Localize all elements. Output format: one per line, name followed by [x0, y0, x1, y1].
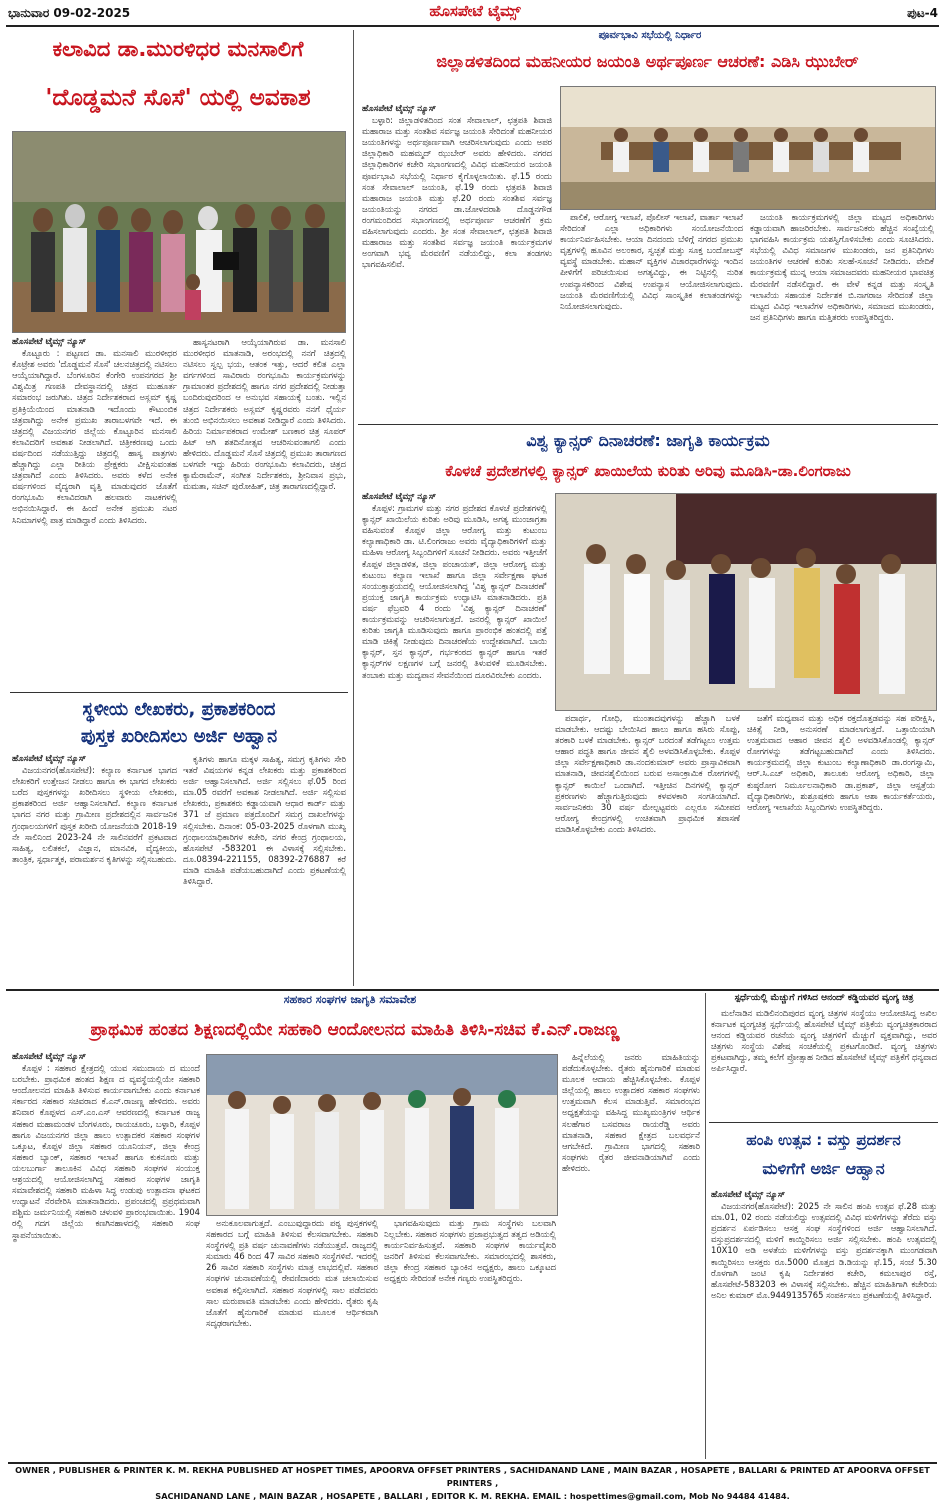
story4-byline: ಹೊಸಪೇಟೆ ಟೈಮ್ಸ್ ನ್ಯೂಸ್	[12, 754, 87, 764]
story5-headline: ಪ್ರಾಥಮಿಕ ಹಂತದ ಶಿಕ್ಷಣದಲ್ಲಿಯೇ ಸಹಕಾರಿ ಆಂದೋಲನದ ಮಾಹಿತಿ ತಿಳಿಸಿ-ಸಚಿವ ಕೆ.ಎನ್.ರಾಜಣ್ಣ	[90, 1020, 620, 1040]
story7-headline-line1: ಹಂಪಿ ಉತ್ಸವ : ವಸ್ತು ಪ್ರದರ್ಶನ	[746, 1131, 901, 1149]
story5-body-col1	[12, 1052, 200, 1458]
story5-cooperative-photo	[206, 1054, 558, 1216]
story4-body-col2	[183, 754, 346, 984]
story2-paragraph-col3: ಜಯಂತಿ ಕಾರ್ಯಕ್ರಮಗಳಲ್ಲಿ ಜಿಲ್ಲಾ ಮಟ್ಟದ ಅಧಿಕಾರಿಗಳು ಕಡ್ಡಾಯವಾಗಿ ಹಾಜರಿರಬೇಕು. ಸಾರ್ವಜನಿಕರು ಹೆಚ್ಚಿನ ಸಂಖ್ಯೆಯಲ್ಲಿ ಭಾಗವಹಿಸಿ ಕಾರ್ಯಕ್ರಮ ಯಶಸ್ವಿಗೊಳಿಸಬೇಕು ಎಂದು ಸೂಚಿಸಿದರು. ಸಭೆಯಲ್ಲಿ ವಿವಿಧ ಸಮಾಜಗಳ ಮುಖಂಡರು, ಜನ ಪ್ರತಿನಿಧಿಗಳು ಜಯಂತಿಗಳ ಆಚರಣೆ ಕುರಿತು ಸಲಹೆ-ಸೂಚನೆ ನೀಡಿದರು. ವೇದಿಕೆ ಕಾರ್ಯಕ್ರಮಕ್ಕೆ ಮುನ್ನ ಆಯಾ ಸಮಾಜದವರು ಮಹನೀಯರ ಭಾವಚಿತ್ರ ಮೆರವಣಿಗೆ ನಡೆಸಲಿದ್ದಾರೆ. ಈ ವೇಳೆ ಕನ್ನಡ ಮತ್ತು ಸಂಸ್ಕೃತಿ ಇಲಾಖೆಯ ಸಹಾಯಕ ನಿರ್ದೇಶಕ ಬಿ.ನಾಗರಾಜ ಸೇರಿದಂತೆ ಜಿಲ್ಲಾ ಮಟ್ಟದ ವಿವಿಧ ಇಲಾಖೆಗಳ ಅಧಿಕಾರಿಗಳು, ಸಮಾಜದ ಮುಖಂಡರು, ಜನ ಪ್ರತಿನಿಧಿಗಳು ಹಾಗೂ ಮತ್ತಿತರರು ಉಪಸ್ಥಿತರಿದ್ದರು.	[750, 212, 934, 322]
story1-byline: ಹೊಸಪೇಟೆ ಟೈಮ್ಸ್ ನ್ಯೂಸ್	[12, 337, 87, 347]
story4-paragraph-col2: ಕೃತಿಗಳು ಹಾಗೂ ಮಕ್ಕಳ ಸಾಹಿತ್ಯ, ಸಮಗ್ರ ಕೃತಿಗಳು ಸೇರಿ ಇತರೆ ವಿಷಯಗಳ ಕನ್ನಡ ಲೇಖಕರು ಮತ್ತು ಪ್ರಕಾಶಕರಿಂದ ಅರ್ಜಿ ಆಹ್ವಾನಿಸಲಾಗಿದೆ. ಅರ್ಜಿ ಸಲ್ಲಿಸಲು ಫೆ.05 ರಿಂದ ಮಾ.05 ರವರೆಗೆ ಅವಕಾಶ ನೀಡಲಾಗಿದೆ. ಅರ್ಜಿ ಸಲ್ಲಿಸುವ ಲೇಖಕರು, ಪ್ರಕಾಶಕರು ಕಡ್ಡಾಯವಾಗಿ ಆಧಾರ ಕಾರ್ಡ್ ಮತ್ತು 371 ಜೆ ಪ್ರಮಾಣ ಪತ್ರದೊಂದಿಗೆ ಸಮಗ್ರ ದಾಖಲೆಗಳನ್ನು ಸಲ್ಲಿಸಬೇಕು. ದಿನಾಂಕ: 05-03-2025 ರೊಳಗಾಗಿ ಮುಖ್ಯ ಗ್ರಂಥಾಲಯಾಧಿಕಾರಿಗಳ ಕಚೇರಿ, ನಗರ ಕೇಂದ್ರ ಗ್ರಂಥಾಲಯ, ಹೊಸಪೇಟೆ -583201 ಈ ವಿಳಾಸಕ್ಕೆ ಸಲ್ಲಿಸಬೇಕು. ದೂ.08394-221155, 08392-276887 ಕರೆ ಮಾಡಿ ಮಾಹಿತಿ ಪಡೆಯಬಹುದಾಗಿದೆ ಎಂದು ಪ್ರಕಟಣೆಯಲ್ಲಿ ತಿಳಿಸಿದ್ದಾರೆ.	[183, 754, 346, 887]
story6-headline: ಸ್ಪರ್ಧೆಯಲ್ಲಿ ಮೆಚ್ಚುಗೆ ಗಳಿಸಿದ ಆನಂದ್ ಕಡ್ಡಿಯವರ ವ್ಯಂಗ್ಯ ಚಿತ್ರ	[734, 993, 914, 1003]
story5-byline: ಹೊಸಪೇಟೆ ಟೈಮ್ಸ್ ನ್ಯೂಸ್	[12, 1052, 87, 1062]
story7-byline: ಹೊಸಪೇಟೆ ಟೈಮ್ಸ್ ನ್ಯೂಸ್	[711, 1190, 786, 1200]
story1-body-col1	[12, 337, 177, 689]
story5-body-col2	[206, 1218, 378, 1458]
story5-paragraph-col3: ಭಾಗವಹಿಸುವುದು ಮತ್ತು ಗ್ರಾಮ ಸಂಸ್ಥೆಗಳು ಬಲವಾಗಿ ನಿಲ್ಲಬೇಕು. ಸಹಕಾರ ಸಂಘಗಳು ಪ್ರಜಾಪ್ರಭುತ್ವದ ತತ್ವದ ಅಡಿಯಲ್ಲಿ ಕಾರ್ಯನಿರ್ವಹಿಸುತ್ತವೆ. ಸಹಕಾರಿ ಸಂಘಗಳ ಕಾರ್ಯವೈಖರಿ ಜನರಿಗೆ ತಿಳಿಸುವ ಕೆಲಸವಾಗಬೇಕು. ಸಮಾರಂಭದಲ್ಲಿ ಶಾಸಕರು, ಜಿಲ್ಲಾ ಕೇಂದ್ರ ಸಹಕಾರ ಬ್ಯಾಂಕಿನ ಅಧ್ಯಕ್ಷರು, ಹಾಲು ಒಕ್ಕೂಟದ ಅಧ್ಯಕ್ಷರು ಸೇರಿದಂತೆ ಅನೇಕ ಗಣ್ಯರು ಉಪಸ್ಥಿತರಿದ್ದರು.	[384, 1218, 556, 1284]
story6-body	[711, 1008, 937, 1120]
story2-byline: ಹೊಸಪೇಟೆ ಟೈಮ್ಸ್ ನ್ಯೂಸ್	[362, 104, 437, 114]
masthead-title: ಹೊಸಪೇಟೆ ಟೈಮ್ಸ್	[429, 2, 521, 20]
story3-body-col1	[362, 492, 547, 986]
story6-paragraph: ಮಲೆನಾಡಿನ ಮಡಿಲಿನಂದಿಪುರದ ವ್ಯಂಗ್ಯ ಚಿತ್ರಗಳ ಸಂಸ್ಥೆಯು ಆಯೋಜಿಸಿದ್ದ ಅಖಿಲ ಕರ್ನಾಟಕ ವ್ಯಂಗ್ಯಚಿತ್ರ ಸ್ಪರ್ಧೆಯಲ್ಲಿ ಹೊಸಪೇಟೆ ಟೈಮ್ಸ್ ಪತ್ರಿಕೆಯ ವ್ಯಂಗ್ಯಚಿತ್ರಕಾರರಾದ ಆನಂದ ಕಡ್ಡಿಯವರ ರಚನೆಯ ವ್ಯಂಗ್ಯ ಚಿತ್ರಗಳಿಗೆ ಮೆಚ್ಚುಗೆ ವ್ಯಕ್ತವಾಗಿದ್ದು, ಅವರ ಚಿತ್ರಗಳು ಸಂಸ್ಥೆಯ ವಿಶೇಷ ಸಂಚಿಕೆಯಲ್ಲಿ ಪ್ರಕಟಗೊಂಡಿವೆ. ವ್ಯಂಗ್ಯ ಚಿತ್ರಗಳು ಪ್ರಕಟವಾಗಿದ್ದು, ತಮ್ಮ ಕಲೆಗೆ ಪ್ರೋತ್ಸಾಹ ನೀಡಿದ ಹೊಸಪೇಟೆ ಟೈಮ್ಸ್ ಪತ್ರಿಕೆಗೆ ಧನ್ಯವಾದ ಅರ್ಪಿಸಿದ್ದಾರೆ.	[711, 1008, 937, 1074]
story5-kicker: ಸಹಕಾರ ಸಂಘಗಳ ಜಾಗೃತಿ ಸಮಾವೇಶ	[283, 993, 417, 1006]
story5-paragraph-col4: ಹಿನ್ನೆಲೆಯಲ್ಲಿ ಜನರು ಮಾಹಿತಿಯನ್ನು ಪಡೆದುಕೊಳ್ಳಬೇಕು. ರೈತರು ಹೈನುಗಾರಿಕೆ ಮಾಡುವ ಮೂಲಕ ಆದಾಯ ಹೆಚ್ಚಿಸಿಕೊಳ್ಳಬೇಕು. ಕೊಪ್ಪಳ ಜಿಲ್ಲೆಯಲ್ಲಿ ಹಾಲು ಉತ್ಪಾದಕರ ಸಹಕಾರ ಸಂಘಗಳು ಉತ್ತಮವಾಗಿ ಕೆಲಸ ಮಾಡುತ್ತಿವೆ. ಸಮಾರಂಭದ ಅಧ್ಯಕ್ಷತೆಯನ್ನು ವಹಿಸಿದ್ದ ಮುಖ್ಯಮಂತ್ರಿಗಳ ಆರ್ಥಿಕ ಸಲಹೆಗಾರ ಬಸವರಾಜ ರಾಯರೆಡ್ಡಿ ಅವರು ಮಾತನಾಡಿ, ಸಹಕಾರ ಕ್ಷೇತ್ರದ ಬಲವರ್ಧನೆ ಆಗಬೇಕಿದೆ. ಗ್ರಾಮೀಣ ಭಾಗದಲ್ಲಿ ಸಹಕಾರಿ ಸಂಘಗಳು ರೈತರ ಜೀವನಾಡಿಯಾಗಿವೆ ಎಂದು ಹೇಳಿದರು.	[562, 1052, 700, 1173]
issue-date: ಭಾನುವಾರ 09-02-2025	[8, 6, 131, 20]
story3-body-col3	[747, 713, 935, 986]
story3-paragraph-col1: ಕೊಪ್ಪಳ: ಗ್ರಾಮಗಳ ಮತ್ತು ನಗರ ಪ್ರದೇಶದ ಕೊಳಚೆ ಪ್ರದೇಶಗಳಲ್ಲಿ ಕ್ಯಾನ್ಸರ್ ಖಾಯಿಲೆಯ ಕುರಿತು ಅರಿವು ಮೂಡಿಸಿ, ಅಗತ್ಯ ಮುಂಜಾಗ್ರತಾ ವಹಿಸುವಂತೆ ಕೊಪ್ಪಳ ಜಿಲ್ಲಾ ಆರೋಗ್ಯ ಮತ್ತು ಕುಟುಂಬ ಕಲ್ಯಾಣಾಧಿಕಾರಿ ಡಾ. ಟಿ.ಲಿಂಗರಾಜು ಅವರು ವೈದ್ಯಾಧಿಕಾರಿಗಳಿಗೆ ಮತ್ತು ಮಹಿಳಾ ಆರೋಗ್ಯ ಸಿಬ್ಬಂದಿಗಳಿಗೆ ಸೂಚನೆ ನೀಡಿದರು. ಅವರು ಇತ್ತೀಚೆಗೆ ಕೊಪ್ಪಳ ಜಿಲ್ಲಾಡಳಿತ, ಜಿಲ್ಲಾ ಪಂಚಾಯತ್, ಜಿಲ್ಲಾ ಆರೋಗ್ಯ ಮತ್ತು ಕುಟುಂಬ ಕಲ್ಯಾಣ ಇಲಾಖೆ ಹಾಗೂ ಜಿಲ್ಲಾ ಸರ್ವೇಕ್ಷಣಾ ಘಟಕ ಸಂಯುಕ್ತಾಶ್ರಯದಲ್ಲಿ ಆಯೋಜಿಸಲಾಗಿದ್ದ 'ವಿಶ್ವ ಕ್ಯಾನ್ಸರ್ ದಿನಾಚರಣೆ' ಪ್ರಯುಕ್ತ ಜಾಗೃತಿ ಕಾರ್ಯಕ್ರಮ ಉದ್ಘಾಟಿಸಿ ಮಾತನಾಡಿದರು. ಪ್ರತಿ ವರ್ಷ ಫೆಬ್ರವರಿ 4 ರಂದು 'ವಿಶ್ವ ಕ್ಯಾನ್ಸರ್ ದಿನಾಚರಣೆ' ಕಾರ್ಯಕ್ರಮವನ್ನು ಆಚರಿಸಲಾಗುತ್ತದೆ. ಜನರಲ್ಲಿ ಕ್ಯಾನ್ಸರ್ ಖಾಯಿಲೆ ಕುರಿತು ಜಾಗೃತಿ ಮೂಡಿಸುವುದು ಹಾಗೂ ಪ್ರಾರಂಭಿಕ ಹಂತದಲ್ಲಿ ಪತ್ತೆ ಮಾಡಿ ಚಿಕಿತ್ಸೆ ನೀಡುವುದು ದಿನಾಚರಣೆಯ ಉದ್ದೇಶವಾಗಿದೆ. ಬಾಯಿ ಕ್ಯಾನ್ಸರ್, ಸ್ತನ ಕ್ಯಾನ್ಸರ್, ಗರ್ಭಕಂಠದ ಕ್ಯಾನ್ಸರ್ ಹಾಗೂ ಇತರೆ ಕ್ಯಾನ್ಸರ್‌ಗಳ ಲಕ್ಷಣಗಳ ಬಗ್ಗೆ ಜನರಲ್ಲಿ ತಿಳುವಳಿಕೆ ಮೂಡಿಸಬೇಕು. ತಂಬಾಕು ಮತ್ತು ಮದ್ಯಪಾನ ಸೇವನೆಯಿಂದ ದೂರವಿರಬೇಕು ಎಂದರು.	[362, 503, 547, 680]
story4-paragraph-col1: ವಿಜಯನಗರ(ಹೊಸಪೇಟೆ): ಕಲ್ಯಾಣ ಕರ್ನಾಟಕ ಭಾಗದ ಲೇಖಕರಿಗೆ ಉತ್ತೇಜನ ನೀಡಲು ಹಾಗೂ ಈ ಭಾಗದ ಲೇಖಕರು ಬರೆದ ಪುಸ್ತಕಗಳನ್ನು ಖರೀದಿಸಲು ಸ್ಥಳೀಯ ಲೇಖಕರು, ಪ್ರಕಾಶಕರಿಂದ ಅರ್ಜಿ ಆಹ್ವಾನಿಸಲಾಗಿದೆ. ಕಲ್ಯಾಣ ಕರ್ನಾಟಕ ಭಾಗದ ನಗರ ಮತ್ತು ಗ್ರಾಮೀಣ ಪ್ರದೇಶದಲ್ಲಿನ ಸಾರ್ವಜನಿಕ ಗ್ರಂಥಾಲಯಗಳಿಗೆ ಪುಸ್ತಕ ಖರೀದಿ ಯೋಜನೆಯಡಿ 2018-19 ನೇ ಸಾಲಿನಿಂದ 2023-24 ನೇ ಸಾಲಿನವರೆಗೆ ಪ್ರಕಟವಾದ ಸಾಹಿತ್ಯ, ಲಲಿತಕಲೆ, ವಿಜ್ಞಾನ, ಮಾನವಿಕ, ವೈದ್ಯಕೀಯ, ತಾಂತ್ರಿಕ, ಸ್ಪರ್ಧಾತ್ಮಕ, ಪರಾಮರ್ಶನ ಕೃತಿಗಳನ್ನು ಸಲ್ಲಿಸಬಹುದು.	[12, 765, 177, 864]
meeting-photo-illustration	[561, 87, 935, 209]
story5-paragraph-col1: ಕೊಪ್ಪಳ : ಸಹಕಾರ ಕ್ಷೇತ್ರದಲ್ಲಿ ಯುವ ಸಮುದಾಯ ದ ಮುಂದೆ ಬರಬೇಕು. ಪ್ರಾಥಮಿಕ ಹಂತದ ಶಿಕ್ಷಣ ದ ವ್ಯವಸ್ಥೆಯಲ್ಲಿಯೇ ಸಹಕಾರಿ ಆಂದೋಲನದ ಮಾಹಿತಿ ತಿಳಿಸುವ ಕಾರ್ಯವಾಗಬೇಕು ಎಂದು ಕರ್ನಾಟಕ ಸರ್ಕಾರದ ಸಹಕಾರ ಸಚಿವರಾದ ಕೆ.ಎನ್.ರಾಜಣ್ಣ ಹೇಳಿದರು. ಅವರು ಶನಿವಾರ ಕೊಪ್ಪಳದ ಎಸ್.ಎಂ.ಎಸ್ ಆವರಣದಲ್ಲಿ ಕರ್ನಾಟಕ ರಾಜ್ಯ ಸಹಕಾರ ಮಹಾಮಂಡಳ ಬೆಂಗಳೂರು, ರಾಯಚೂರು, ಬಳ್ಳಾರಿ, ಕೊಪ್ಪಳ ಹಾಗೂ ವಿಜಯನಗರ ಜಿಲ್ಲಾ ಹಾಲು ಉತ್ಪಾದಕರ ಸಹಕಾರ ಸಂಘಗಳ ಒಕ್ಕೂಟ, ಕೊಪ್ಪಳ ಜಿಲ್ಲಾ ಸಹಕಾರ ಯೂನಿಯನ್, ಜಿಲ್ಲಾ ಕೇಂದ್ರ ಸಹಕಾರ ಬ್ಯಾಂಕ್, ಸಹಕಾರ ಇಲಾಖೆ ಹಾಗೂ ಕುಕನೂರು ಮತ್ತು ಯಲಬುರ್ಗಾ ತಾಲೂಕಿನ ವಿವಿಧ ಸಹಕಾರಿ ಸಂಘಗಳ ಸಂಯುಕ್ತ ಆಶ್ರಯದಲ್ಲಿ ಆಯೋಜಿಸಲಾಗಿದ್ದ ಸಹಕಾರ ಸಂಘಗಳ ಜಾಗೃತಿ ಸಮಾವೇಶದಲ್ಲಿ ಸಹಕಾರಿ ಮಹಿಳಾ ಸಿದ್ಧ ಉಡುಪು ಉತ್ಪಾದನಾ ಘಟಕದ ಉದ್ಘಾಟನೆ ನೆರವೇರಿಸಿ ಮಾತನಾಡಿದರು. ಪ್ರಪಂಚದಲ್ಲಿ ಪ್ರಪ್ರಥಮವಾಗಿ ಪಶ್ಚಿಮ ಜರ್ಮನಿಯಲ್ಲಿ ಸಹಕಾರಿ ಚಳುವಳಿ ಪ್ರಾರಂಭವಾಯಿತು. 1904 ರಲ್ಲಿ ಗದಗ ಜಿಲ್ಲೆಯ ಕಣಗಿನಹಾಳದಲ್ಲಿ ಸಹಕಾರಿ ಸಂಘ ಸ್ಥಾಪನೆಯಾಯಿತು.	[12, 1063, 200, 1240]
story1-headline-line2: 'ದೊಡ್ಡಮನೆ ಸೊಸೆ' ಯಲ್ಲಿ ಅವಕಾಶ	[45, 85, 311, 111]
story3-body-col2	[555, 713, 740, 986]
story5-paragraph-col2: ಅನುಕೂಲವಾಗುತ್ತದೆ. ಎಂಬುವುದ್ದಾರದು ಪಠ್ಯ ಪುಸ್ತಕಗಳಲ್ಲಿ ಸಹಕಾರದ ಬಗ್ಗೆ ಮಾಹಿತಿ ತಿಳಿಸುವ ಕೆಲಸವಾಗಬೇಕು. ಸಹಕಾರಿ ಸಂಸ್ಥೆಗಳಲ್ಲಿ ಪ್ರತಿ ವರ್ಷ ಚುನಾವಣೆಗಳು ನಡೆಯುತ್ತವೆ. ರಾಜ್ಯದಲ್ಲಿ ಸುಮಾರು 46 ರಿಂದ 47 ಸಾವಿರ ಸಹಕಾರಿ ಸಂಸ್ಥೆಗಳಿವೆ. ಇದರಲ್ಲಿ 26 ಸಾವಿರ ಸಹಕಾರಿ ಸಂಸ್ಥೆಗಳು ಮಾತ್ರ ಲಾಭದಲ್ಲಿವೆ. ಸಹಕಾರ ಸಂಘಗಳ ಚುನಾವಣೆಯಲ್ಲಿ ಠೇವಣಿದಾರರು ಮತ ಚಲಾಯಿಸುವ ಅವಕಾಶ ಕಲ್ಪಿಸಲಾಗಿದೆ. ಸಹಕಾರ ಸಂಘಗಳಲ್ಲಿ ಸಾಲ ಪಡೆದವರು ಸಾಲ ಮರುಪಾವತಿ ಮಾಡಬೇಕು ಎಂದು ಹೇಳಿದರು. ರೈತರು ಕೃಷಿ ಜೊತೆಗೆ ಹೈನುಗಾರಿಕೆ ಮಾಡುವ ಮೂಲಕ ಆರ್ಥಿಕವಾಗಿ ಸದೃಢರಾಗಬೇಕು.	[206, 1218, 378, 1328]
page-number: ಪುಟ-4	[907, 6, 938, 20]
imprint-footer	[8, 1462, 937, 1501]
cancer-day-photo-illustration	[556, 494, 936, 710]
imprint-line-2: SACHIDANAND LANE , MAIN BAZAR , HOSAPETE , BALLARI , EDITOR K. M. REKHA. EMAIL : hospettimes@gmail.com, Mob No 94484 41484.	[155, 1491, 790, 1501]
story2-headline: ಜಿಲ್ಲಾಡಳಿತದಿಂದ ಮಹನೀಯರ ಜಯಂತಿ ಅರ್ಥಪೂರ್ಣ ಆಚರಣೆ: ಎಡಿಸಿ ಝುಬೇರ್	[436, 52, 859, 71]
story2-meeting-photo	[560, 86, 936, 210]
story2-kicker: ಪೂರ್ವಭಾವಿ ಸಭೆಯಲ್ಲಿ ನಿರ್ಧಾರ	[598, 30, 702, 41]
story1-paragraph-col2: ಹಾಸ್ಯನಟರಾಗಿ ಆಯ್ಕೆಯಾಗಿರುವ ಡಾ. ಮನಸಾಲಿ ಮುರಳೀಧರ ಮಾತನಾಡಿ, ಅರಂಭದಲ್ಲಿ ನನಗೆ ಚಿತ್ರದಲ್ಲಿ ನಟಿಸಲು ಸ್ವಲ್ಪ ಭಯ, ಆತಂಕ ಇತ್ತು, ಆದರೆ ಕಲಿತ ಎಲ್ಲಾ ವರ್ಗಗಳಿಂದ ಸಾವಿರಾರು ರಂಗಭೂಮಿ ಕಾರ್ಯಕ್ರಮಗಳನ್ನು ಗ್ರಾಮಾಂತರ ಪ್ರದೇಶದಲ್ಲಿ ಹಾಗೂ ನಗರ ಪ್ರದೇಶದಲ್ಲಿ ನೀಡುತ್ತಾ ಬಂದಿರುವುದರಿಂದ ಆ ಅನುಭವ ಸಹಾಯಕ್ಕೆ ಬಂತು. ಇಲ್ಲಿನ ಚಿತ್ರದ ನಿರ್ದೇಶಕರು ಅಸ್ಲಮ್ ಕೃಷ್ಣರವರು ನನಗೆ ಧೈರ್ಯ ತುಂಬಿ ಅಭಿನಯಿಸಲು ಅವಕಾಶ ನೀಡಿದ್ದಾರೆ ಎಂದು ತಿಳಿಸಿದರು. ಹಿರಿಯ ನಿರ್ಮಾಪಕರಾದ ಉಮೇಶ್ ಬಣಕಾರ ಚಿತ್ರ ಸೂಪರ್ ಹಿಟ್ ಆಗಿ ಶತದಿನೋತ್ಸವ ಆಚರಿಸುವಂತಾಗಲಿ ಎಂದು ಹೇಳಿದರು. ದೊಡ್ಡಮನೆ ಸೊಸೆ ಚಿತ್ರದಲ್ಲಿ ಪ್ರಮುಖ ತಾರಾಗಣದ ಬಳಗವೇ ಇದ್ದು ಹಿರಿಯ ರಂಗಭೂಮಿ ಕಲಾವಿದರು, ಚಿತ್ರದ ಕ್ಯಾಮೆರಾಮೆನ್, ಸಂಗೀತ ನಿರ್ದೇಶಕರು, ಶ್ರೀನಿವಾಸ ಪ್ರಭು, ಮಮತಾ, ಸಚಿನ್ ಪುರೋಹಿತ್, ಚಿತ್ರ ತಾರಾಗಣದಲ್ಲಿದ್ದಾರೆ.	[183, 337, 346, 492]
story4-body-col1	[12, 754, 177, 984]
story2-paragraph-col1: ಬಳ್ಳಾರಿ: ಜಿಲ್ಲಾಡಳಿತದಿಂದ ಸಂತ ಸೇವಾಲಾಲ್, ಛತ್ರಪತಿ ಶಿವಾಜಿ ಮಹಾರಾಜ ಮತ್ತು ಸಂತಶಿವ ಸರ್ವಜ್ಞ ಜಯಂತಿ ಸೇರಿದಂತೆ ಮಹನೀಯರ ಜಯಂತಿಗಳನ್ನು ಅರ್ಥಪೂರ್ಣವಾಗಿ ಆಚರಿಸಲಾಗುವುದು ಎಂದು ಅಪರ ಜಿಲ್ಲಾಧಿಕಾರಿ ಮಹಮ್ಮದ್ ಝುಬೇರ್ ಅವರು ಹೇಳಿದರು. ನಗರದ ಜಿಲ್ಲಾಧಿಕಾರಿಗಳ ಕಚೇರಿ ಸಭಾಂಗಣದಲ್ಲಿ ವಿವಿಧ ಮಹನೀಯರ ಜಯಂತಿ ಪೂರ್ವಭಾವಿ ಸಭೆಯಲ್ಲಿ ನಿರ್ಧಾರ ಕೈಗೊಳ್ಳಲಾಯಿತು. ಫೆ.15 ರಂದು ಸಂತ ಸೇವಾಲಾಲ್ ಜಯಂತಿ, ಫೆ.19 ರಂದು ಛತ್ರಪತಿ ಶಿವಾಜಿ ಮಹಾರಾಜ ಜಯಂತಿ ಮತ್ತು ಫೆ.20 ರಂದು ಸಂತಶಿವ ಸರ್ವಜ್ಞ ಜಯಂತಿಯನ್ನು ನಗರದ ಡಾ.ಜೋಳದರಾಶಿ ದೊಡ್ಡನಗೌಡ ರಂಗಮಂದಿರದ ಸಭಾಂಗಣದಲ್ಲಿ ಅರ್ಥಪೂರ್ಣ ಆಚರಣೆಗೆ ಕ್ರಮ ವಹಿಸಲಾಗುವುದು ಎಂದರು. ಶ್ರೀ ಸಂತ ಸೇವಾಲಾಲ್, ಛತ್ರಪತಿ ಶಿವಾಜಿ ಮಹಾರಾಜ ಮತ್ತು ಸಂತಶಿವ ಸರ್ವಜ್ಞ ಜಯಂತಿ ಕಾರ್ಯಕ್ರಮಗಳ ಅಂಗವಾಗಿ ಭವ್ಯ ಮೆರವಣಿಗೆ ನಡೆಯಲಿದ್ದು, ಕಲಾ ತಂಡಗಳು ಭಾಗವಹಿಸಲಿವೆ.	[362, 115, 552, 270]
story3-paragraph-col2: ಪದಾರ್ಥ, ಗೋಧಿ, ಮುಂತಾದವುಗಳನ್ನು ಹೆಚ್ಚಾಗಿ ಬಳಕೆ ಮಾಡಬೇಕು. ಆದಷ್ಟು ಬೇಯಿಸಿದ ಹಾಲು ಹಾಗೂ ಹಸಿರು ಸೊಪ್ಪು, ತರಕಾರಿ ಬಳಕೆ ಮಾಡಬೇಕು. ಕ್ಯಾನ್ಸರ್ ಬರದಂತೆ ತಡೆಗಟ್ಟಲು ಉತ್ತಮ ಆಹಾರ ಪದ್ಧತಿ ಹಾಗೂ ಜೀವನ ಶೈಲಿ ಅಳವಡಿಸಿಕೊಳ್ಳಬೇಕು. ಕೊಪ್ಪಳ ಜಿಲ್ಲಾ ಸರ್ವೇಕ್ಷಣಾಧಿಕಾರಿ ಡಾ.ನಂದಕುಮಾರ್ ಅವರು ಪ್ರಾಸ್ತಾವಿಕವಾಗಿ ಮಾತನಾಡಿ, ಜೀವನಶೈಲಿಯಿಂದ ಬರುವ ಅಸಾಂಕ್ರಾಮಿಕ ರೋಗಗಳಲ್ಲಿ ಕ್ಯಾನ್ಸರ್ ಕಾಯಿಲೆ ಒಂದಾಗಿದೆ. ಇತ್ತೀಚಿನ ದಿನಗಳಲ್ಲಿ ಕ್ಯಾನ್ಸರ್ ಪ್ರಕರಣಗಳು ಹೆಚ್ಚಾಗುತ್ತಿರುವುದು ಕಳವಳಕಾರಿ ಸಂಗತಿಯಾಗಿದೆ. ಸಾರ್ವಜನಿಕರು 30 ವರ್ಷ ಮೇಲ್ಪಟ್ಟವರು ಎಲ್ಲರೂ ಸಮೀಪದ ಆರೋಗ್ಯ ಕೇಂದ್ರಗಳಲ್ಲಿ ಉಚಿತವಾಗಿ ಪ್ರಾಥಮಿಕ ತಪಾಸಣೆ ಮಾಡಿಸಿಕೊಳ್ಳಬೇಕು ಎಂದು ತಿಳಿಸಿದರು.	[555, 713, 740, 834]
story3-headline-line1: ವಿಶ್ವ ಕ್ಯಾನ್ಸರ್ ದಿನಾಚರಣೆ: ಜಾಗೃತಿ ಕಾರ್ಯಕ್ರಮ	[526, 431, 770, 450]
story4-headline-line2: ಪುಸ್ತಕ ಖರೀದಿಸಲು ಅರ್ಜಿ ಅಹ್ವಾನ	[80, 726, 278, 747]
story1-film-launch-photo	[12, 131, 346, 333]
story1-body-col2	[183, 337, 346, 689]
cooperative-photo-illustration	[207, 1055, 557, 1215]
film-launch-photo-illustration	[13, 132, 345, 332]
story7-headline-line2: ಮಳಿಗೆಗೆ ಅರ್ಜಿ ಆಹ್ವಾನ	[762, 1159, 885, 1178]
story3-headline-line2: ಕೊಳಚೆ ಪ್ರದೇಶಗಳಲ್ಲಿ ಕ್ಯಾನ್ಸರ್ ಖಾಯಿಲೆಯ ಕುರಿತು ಅರಿವು ಮೂಡಿಸಿ-ಡಾ.ಲಿಂಗರಾಜು	[445, 462, 851, 480]
story5-body-col3	[384, 1218, 556, 1458]
story2-paragraph-col2: ಪಾಲಿಕೆ, ಆರೋಗ್ಯ ಇಲಾಖೆ, ಪೊಲೀಸ್ ಇಲಾಖೆ, ವಾರ್ತಾ ಇಲಾಖೆ ಸೇರಿದಂತೆ ಎಲ್ಲಾ ಅಧಿಕಾರಿಗಳು ಸಂಯೋಜನೆಯಿಂದ ಕಾರ್ಯನಿರ್ವಹಿಸಬೇಕು. ಆಯಾ ದಿನದಂದು ಬೆಳಿಗ್ಗೆ ನಗರದ ಪ್ರಮುಖ ವೃತ್ತಗಳಲ್ಲಿ ಹೂವಿನ ಅಲಂಕಾರ, ಸ್ವಚ್ಛತೆ ಮತ್ತು ಸೂಕ್ತ ಬಂದೋಬಸ್ತ್ ವ್ಯವಸ್ಥೆ ಮಾಡಬೇಕು. ಮಹಾನ್ ವ್ಯಕ್ತಿಗಳ ವಿಚಾರಧಾರೆಗಳನ್ನು ಇಂದಿನ ಪೀಳಿಗೆಗೆ ಪರಿಚಯಿಸುವ ಅಗತ್ಯವಿದ್ದು, ಈ ನಿಟ್ಟಿನಲ್ಲಿ ನುರಿತ ಉಪನ್ಯಾಸಕರಿಂದ ವಿಶೇಷ ಉಪನ್ಯಾಸ ಆಯೋಜಿಸಲಾಗುವುದು. ಜಯಂತಿ ಮೆರವಣಿಗೆಯಲ್ಲಿ ವಿವಿಧ ಸಾಂಸ್ಕೃತಿಕ ಕಲಾತಂಡಗಳನ್ನು ನಿಯೋಜಿಸಲಾಗುವುದು.	[560, 212, 743, 311]
story3-byline: ಹೊಸಪೇಟೆ ಟೈಮ್ಸ್ ನ್ಯೂಸ್	[362, 492, 437, 502]
story3-paragraph-col3: ಜತೆಗೆ ಮಧ್ಯಪಾನ ಮತ್ತು ಅಧಿಕ ರಕ್ತದೊತ್ತಡವನ್ನು ಸಹ ಪರೀಕ್ಷಿಸಿ, ಚಿಕಿತ್ಸೆ ನೀಡಿ, ಅನುಸರಣೆ ಮಾಡಲಾಗುತ್ತದೆ. ಒತ್ತಾಯಿಯಾಗಿ ಉತ್ತಮವಾದ ಆಹಾರ ಜೀವನ ಶೈಲಿ ಅಳವಡಿಸಿಕೊಂಡಲ್ಲಿ ಕ್ಯಾನ್ಸರ್ ರೋಗಗಳನ್ನು ತಡೆಗಟ್ಟಬಹುದಾಗಿದೆ ಎಂದು ತಿಳಿಸಿದರು. ಕಾರ್ಯಕ್ರಮದಲ್ಲಿ ಜಿಲ್ಲಾ ಕುಟುಂಬ ಕಲ್ಯಾಣಾಧಿಕಾರಿ ಡಾ.ರಂಗಸ್ವಾಮಿ, ಆರ್.ಸಿ.ಎಚ್ ಅಧಿಕಾರಿ, ತಾಲೂಕು ಆರೋಗ್ಯ ಅಧಿಕಾರಿ, ಜಿಲ್ಲಾ ಕುಷ್ಠರೋಗ ನಿರ್ಮೂಲನಾಧಿಕಾರಿ ಡಾ.ಪ್ರಕಾಶ್, ಜಿಲ್ಲಾ ಆಸ್ಪತ್ರೆಯ ವೈದ್ಯಾಧಿಕಾರಿಗಳು, ಶುಶ್ರೂಷಕರು ಹಾಗೂ ಆಶಾ ಕಾರ್ಯಕರ್ತೆಯರು, ಆರೋಗ್ಯ ಇಲಾಖೆಯ ಸಿಬ್ಬಂದಿಗಳು ಉಪಸ್ಥಿತರಿದ್ದರು.	[747, 713, 935, 812]
story4-headline-line1: ಸ್ಥಳೀಯ ಲೇಖಕರು, ಪ್ರಕಾಶಕರಿಂದ	[82, 699, 276, 720]
story7-body	[711, 1190, 937, 1458]
story7-paragraph: ವಿಜಯನಗರ(ಹೊಸಪೇಟೆ): 2025 ನೇ ಸಾಲಿನ ಹಂಪಿ ಉತ್ಸವ ಫೆ.28 ಮತ್ತು ಮಾ.01, 02 ರಂದು ನಡೆಯಲಿದ್ದು ಉತ್ಸವದಲ್ಲಿ ವಿವಿಧ ಮಳಿಗೆಗಳನ್ನು ತೆರೆದು ವಸ್ತು ಪ್ರದರ್ಶನ ಏರ್ಪಡಿಸಲು ಆಸಕ್ತ ಸಂಘ ಸಂಸ್ಥೆಗಳಿಂದ ಅರ್ಜಿ ಆಹ್ವಾನಿಸಲಾಗಿದೆ. ವಸ್ತುಪ್ರದರ್ಶನದಲ್ಲಿ ಮಳಿಗೆ ಕಾಯ್ದಿರಿಸಲು ಅರ್ಜಿ ಸಲ್ಲಿಸಬೇಕು. ಹಂಪಿ ಉತ್ಸವದಲ್ಲಿ 10X10 ಅಡಿ ಅಳತೆಯ ಮಳಿಗೆಗಳನ್ನು ವಸ್ತು ಪ್ರದರ್ಶನಕ್ಕಾಗಿ ಮುಂಗಡವಾಗಿ ಕಾಯ್ದಿರಿಸಲು ಆಸಕ್ತರು ರೂ.5000 ಮೊತ್ತದ ಡಿ.ಡಿಯನ್ನು ಫೆ.15, ಸಂಜೆ 5.30 ರೊಳಗಾಗಿ ಜಂಟಿ ಕೃಷಿ ನಿರ್ದೇಶಕರ ಕಚೇರಿ, ಕಮಲಾಪುರ ರಸ್ತೆ, ಹೊಸಪೇಟೆ-583203 ಈ ವಿಳಾಸಕ್ಕೆ ಸಲ್ಲಿಸಬೇಕು. ಹೆಚ್ಚಿನ ಮಾಹಿತಿಗಾಗಿ ಕಚೇರಿಯ ಅನಿಲ ಕುಮಾರ್ ಮೊ.9449135765 ಸಂಪರ್ಕಿಸಲು ಪ್ರಕಟಣೆಯಲ್ಲಿ ತಿಳಿಸಿದ್ದಾರೆ.	[711, 1201, 937, 1300]
story1-headline-line1: ಕಲಾವಿದ ಡಾ.ಮುರಳಿಧರ ಮನಸಾಲಿಗೆ	[52, 37, 304, 61]
story3-cancer-day-photo	[555, 493, 937, 711]
imprint-line-1: OWNER , PUBLISHER & PRINTER K. M. REKHA PUBLISHED AT HOSPET TIMES, APOORVA OFFSET PRINTERS , SACHIDANAND LANE , MAIN BAZAR , HOSAPETE , BALLARI & PRINTED AT APOORVA OFFSET PRINTERS ,	[15, 1465, 930, 1488]
story1-paragraph-col1: ಕೊಟ್ಟೂರು : ಪಟ್ಟಣದ ಡಾ. ಮನಸಾಲಿ ಮುರಳೀಧರ ಕೊಟ್ರೇಶ ಅವರು 'ದೊಡ್ಡಮನೆ ಸೊಸೆ' ಚಲನಚಿತ್ರದಲ್ಲಿ ನಟಿಸಲು ಆಯ್ಕೆಯಾಗಿದ್ದಾರೆ. ಬೆಂಗಳೂರಿನ ಕೆಂಗೇರಿ ಉಪನಗರದ ಶ್ರೀ ವಿಶ್ವಮಿತ್ರ ಗಣಪತಿ ದೇವಸ್ಥಾನದಲ್ಲಿ ಚಿತ್ರದ ಮುಹೂರ್ತ ಸಮಾರಂಭ ಜರುಗಿತು. ಚಿತ್ರದ ನಿರ್ದೇಶಕರಾದ ಅಸ್ಲಮ್ ಕೃಷ್ಣ ಪ್ರತಿಕ್ರಿಯೆಯಿಂದ ಮಾತನಾಡಿ ಇದೊಂದು ಕೌಟುಂಬಿಕ ಚಿತ್ರವಾಗಿದ್ದು ಅನೇಕ ಪ್ರಮುಖ ತಾರಾಬಳಗವೇ ಇದೆ. ಈ ಚಿತ್ರದಲ್ಲಿ ವಿಜಯನಗರ ಜಿಲ್ಲೆಯ ಕೊಟ್ಟೂರಿನ ಮನಸಾಲಿ ಕಲಾವಿದರಿಗೆ ಅವಕಾಶ ನೀಡಲಾಗಿದೆ. ಚಿತ್ರೀಕರಣವು ಒಂದು ವರ್ಷದಿಂದ ನಡೆಯುತ್ತಿದ್ದು ಚಿತ್ರದಲ್ಲಿ ಹಾಸ್ಯ ಪಾತ್ರಗಳು ಹೆಚ್ಚಾಗಿದ್ದು ಎಲ್ಲಾ ರೀತಿಯ ಪ್ರೇಕ್ಷಕರು ವೀಕ್ಷಿಸುವಂತಹ ಚಿತ್ರವಾಗಿದೆ ಎಂದು ತಿಳಿಸಿದರು. ಅವರು ಕಳೆದ ಅನೇಕ ವರ್ಷಗಳಿಂದ ವೈದ್ಯರಾಗಿ ವೃತ್ತಿ ಮಾಡುವುದರ ಜೊತೆಗೆ ರಂಗಭೂಮಿ ಕಲಾವಿದರಾಗಿ ಹಲವಾರು ನಾಟಕಗಳಲ್ಲಿ ಅಭಿನಯಿಸಿದ್ದಾರೆ. ಈ ಹಿಂದೆ ಅನೇಕ ಪ್ರಮುಖ ನಟರ ಸಿನಿಮಾಗಳಲ್ಲಿ ಪಾತ್ರ ಮಾಡಿದ್ದಾರೆ ಎಂದು ತಿಳಿಸಿದರು.	[12, 348, 177, 525]
story5-body-col4	[562, 1052, 700, 1458]
